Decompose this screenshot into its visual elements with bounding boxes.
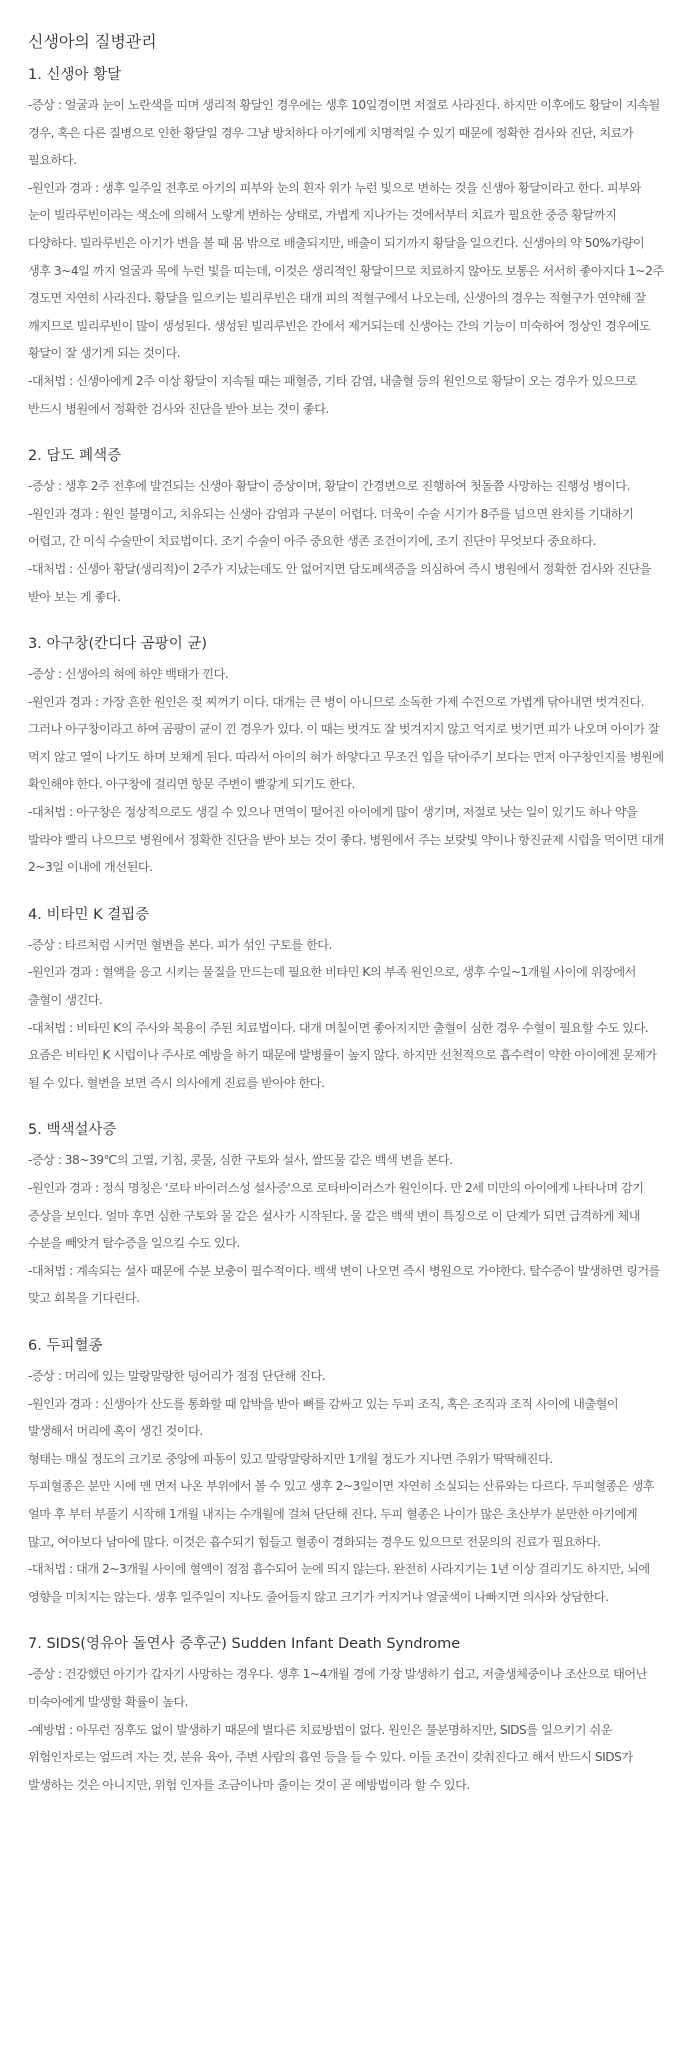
section-heading: 1. 신생아 황달 [28,67,122,83]
section-paragraph: -대처법 : 대개 2~3개월 사이에 혈액이 점점 흡수되어 눈에 띄지 않는다. 완전히 사라지기는 1년 이상 걸리기도 하지만, 뇌에 영향을 미치지는 않는다. 생후 일주일이 지나도 줄어들지 않고 크기가 커지거나 얼굴색이 나빠지면 의사와 상담한다. [28,1562,650,1604]
section-paragraph: -대처법 : 신생아에게 2주 이상 황달이 지속될 때는 패혈증, 기타 감염, 내출혈 등의 원인으로 황달이 오는 경우가 있으므로 반드시 병원에서 정확한 검사와 진단을 받아 보는 것이 좋다. [28,373,637,416]
section [28,633,665,882]
section [28,1633,665,1799]
section-paragraph: -증상 : 신생아의 혀에 하얀 백태가 낀다. [28,667,229,682]
section-paragraph: -증상 : 얼굴과 눈이 노란색을 띠며 생리적 황달인 경우에는 생후 10일경이면 저절로 사라진다. 하지만 이후에도 황달이 지속될 경우, 혹은 다른 질병으로 인한 황달일 경우 그냥 방치하다 아기에게 치명적일 수 있기 때문에 정확한 검사와 진단, 치료가 필요하다. [28,98,660,168]
section [28,445,665,611]
section-paragraph: -증상 : 머리에 있는 말랑말랑한 덩어리가 점점 단단해 진다. [28,1368,326,1383]
section-paragraph: -원인과 경과 : 생후 일주일 전후로 아기의 피부와 눈의 흰자 위가 누런 빛으로 변하는 것을 신생아 황달이라고 한다. 피부와 눈이 빌라루빈이라는 색소에 의해서 노랗게 변하는 상태로, 가볍게 지나가는 것에서부터 치료가 필요한 중증 황달까지 다양하다. 빌라루빈은 아기가 변을 볼 때 몸 밖으로 배출되지만, 배출이 되기까지 황달을 일으킨다. 신생아의 약 50%가량이 생후 3~4일 까지 얼굴과 목에 누런 빛을 띠는데, 이것은 생리적인 황달이므로 치료하지 않아도 보통은 서서히 좋아지다 1~2주 경도면 자연히 사라진다. 황달을 일으키는 빌리루빈은 대개 피의 적혈구에서 나오는데, 신생아의 경우는 적혈구가 연약해 잘 깨지므로 빌리루빈이 많이 생성된다. 생성된 빌리루빈은 간에서 제거되는데 신생아는 간의 기능이 미숙하여 정상인 경우에도 황달이 잘 생기게 되는 것이다. [28,180,664,361]
section-heading: 7. SIDS(영유아 돌연사 증후군) Sudden Infant Death Syndrome [28,1636,461,1653]
section-paragraph: -원인과 경과 : 신생아가 산도를 통화할 때 압박을 받아 뼈를 감싸고 있는 두피 조직, 혹은 조직과 조직 사이에 내출혈이 발생해서 머리에 혹이 생긴 것이다. [28,1396,619,1439]
section-heading: 2. 담도 폐색증 [28,448,122,465]
section-heading: 3. 아구창(칸디다 곰팡이 균) [28,636,208,653]
section [28,904,665,1098]
section-paragraph: -증상 : 건강했던 아기가 갑자기 사망하는 경우다. 생후 1~4개월 경에 가장 발생하기 쉽고, 저출생체중이나 조산으로 태어난 미숙아에게 발생할 확률이 높다. [28,1667,647,1709]
section-paragraph: -원인과 경과 : 정식 명칭은 '로타 바이러스성 설사증'으로 로타바이러스가 원인이다. 만 2세 미만의 아이에게 나타나며 감기 증상을 보인다. 얼마 후면 심한 구토와 물 같은 설사가 시작된다. 물 같은 백색 변이 특징으로 이 단계가 되면 급격하게 체내 수분을 빼앗겨 탈수증을 일으킬 수도 있다. [28,1181,644,1251]
section-paragraph: -증상 : 타르처럼 시커먼 혈변을 본다. 피가 섞인 구토를 한다. [28,937,332,952]
section-heading: 6. 두피혈종 [28,1337,103,1354]
section-paragraph: -증상 : 38~39℃의 고열, 기침, 콧물, 심한 구토와 설사, 쌀뜨물 같은 백색 변을 본다. [28,1153,453,1168]
section-paragraph: -원인과 경과 : 가장 흔한 원인은 젖 찌꺼기 이다. 대개는 큰 병이 아니므로 소독한 가제 수건으로 가볍게 닦아내면 벗겨진다. 그러나 아구창이라고 하여 곰팡이 균이 낀 경우가 있다. 이 때는 벗겨도 잘 벗겨지지 않고 억지로 벗기면 피가 나오며 아이가 잘 먹지 않고 열이 나기도 하며 보채게 된다. 따라서 아이의 혀가 하얗다고 무조건 입을 닦아주기 보다는 먼저 아구창인지를 병원에 확인해야 한다. 아구창에 걸리면 항문 주변이 빨갛게 되기도 한다. [28,694,664,792]
section-paragraph: -대처법 : 아구창은 정상적으로도 생길 수 있으나 면역이 떨어진 아이에게 많이 생기며, 저절로 낫는 일이 있기도 하나 약을 발라야 빨리 나으므로 병원에서 정확한 진단을 받아 보는 것이 좋다. 병원에서 주는 보랏빛 약이나 항진균제 시럽을 먹이면 대개 2~3일 이내에 개선된다. [28,805,664,875]
section-paragraph: -대처법 : 신생아 황달(생리적)이 2주가 지났는데도 안 없어지면 담도폐색증을 의심하여 즉시 병원에서 정확한 검사와 진단을 받아 보는 게 좋다. [28,561,651,604]
section-heading: 4. 비타민 K 결핍증 [28,906,150,923]
section-paragraph: -증상 : 생후 2주 전후에 발견되는 신생아 황달이 증상이며, 황달이 간경변으로 진행하여 첫돌쯤 사망하는 진행성 병이다. [28,479,630,494]
section-list [28,64,665,1799]
section-paragraph: 형태는 매실 정도의 크기로 중앙에 파동이 있고 말랑말랑하지만 1개월 정도가 지나면 주위가 딱딱해진다. [28,1451,553,1466]
section-paragraph: -예방법 : 아무런 징후도 없이 발생하기 때문에 별다른 치료방법이 없다. 원인은 불분명하지만, SIDS를 일으키기 쉬운 위험인자로는 엎드려 자는 것, 분유 육아, 주변 사람의 흡연 등을 들 수 있다. 이들 조건이 갖춰진다고 해서 반드시 SIDS가 발생하는 것은 아니지만, 위험 인자를 조금이나마 줄이는 것이 곧 예방법이라 할 수 있다. [28,1722,633,1792]
section-paragraph: 두피혈종은 분만 시에 맨 먼저 나온 부위에서 볼 수 있고 생후 2~3일이면 자연히 소실되는 산류와는 다르다. 두피혈종은 생후 얼마 후 부터 부풀기 시작해 1개월 내지는 수개월에 걸쳐 단단해 진다. 두피 혈종은 나이가 많은 초산부가 분만한 아기에게 많고, 여아보다 남아에 많다. 이것은 흡수되기 힘들고 혈종이 경화되는 경우도 있으므로 전문의의 진료가 필요하다. [28,1479,655,1549]
section-paragraph: -원인과 경과 : 원인 불명이고, 치유되는 신생아 감염과 구분이 어렵다. 더욱이 수술 시기가 8주를 넘으면 완치를 기대하기 어렵고, 간 이식 수술만이 치료법이다. 조기 수술이 아주 중요한 생존 조건이기에, 조기 진단이 무엇보다 중요하다. [28,506,634,549]
section [28,1335,665,1611]
page-title: 신생아의 질병관리 [28,32,157,51]
section [28,1119,665,1313]
section-heading: 5. 백색설사증 [28,1122,117,1139]
section-paragraph: -대처법 : 비타민 K의 주사와 복용이 주된 치료법이다. 대개 며칠이면 좋아지지만 출혈이 심한 경우 수혈이 필요할 수도 있다. 요즘은 비타민 K 시럽이나 주사로 예방을 하기 때문에 발병률이 높지 않다. 하지만 선천적으로 흡수력이 약한 아이에겐 문제가 될 수 있다. 혈변을 보면 즉시 의사에게 진료를 받아야 한다. [28,1020,657,1090]
section-paragraph: -원인과 경과 : 혈액을 응고 시키는 물질을 만드는데 필요한 비타민 K의 부족 원인으로, 생후 수일~1개월 사이에 위장에서 출혈이 생긴다. [28,965,636,1008]
section [28,64,665,423]
section-paragraph: -대처법 : 계속되는 설사 때문에 수분 보충이 필수적이다. 백색 변이 나오면 즉시 병원으로 가야한다. 탈수증이 발생하면 링거를 맞고 회복을 기다린다. [28,1263,660,1306]
